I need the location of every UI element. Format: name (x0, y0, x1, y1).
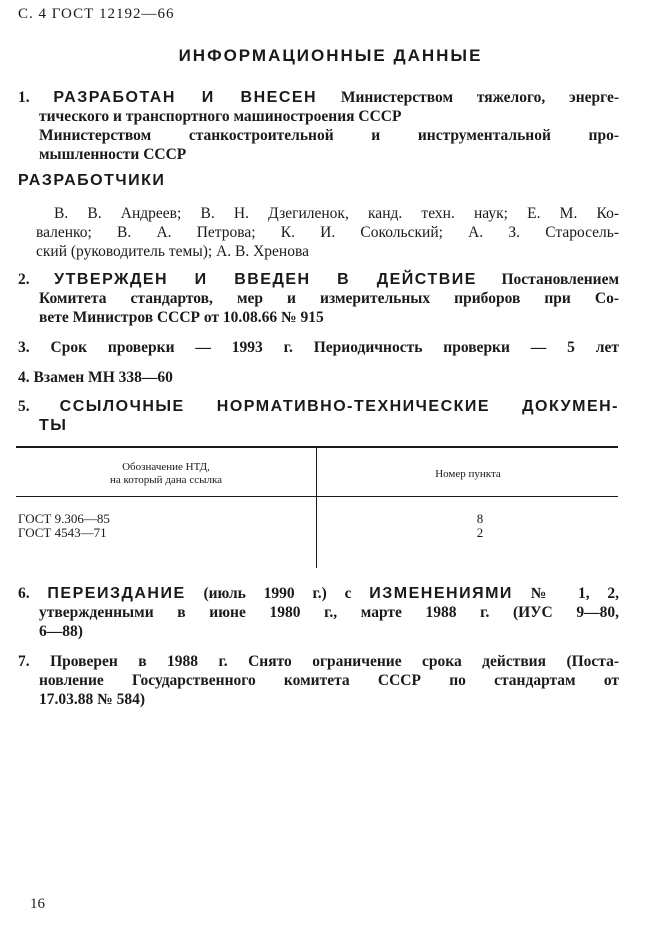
table-header-border (16, 496, 618, 497)
table-cell-item: 8 (476, 511, 484, 526)
page-number: 16 (30, 896, 45, 912)
item-1-line-4: мышленности СССР (39, 146, 187, 163)
item-7-line-3: 17.03.88 № 584) (39, 691, 145, 708)
item-1-line-3: Министерством станкостроительной и инструментальной про- (39, 127, 619, 144)
developers-line-3: ский (руководитель темы); А. В. Хренова (36, 243, 309, 260)
item-1-text: Министерством тяжелого, энерге- (340, 89, 620, 106)
item-2-line-3: вете Министров СССР от 10.08.66 № 915 (39, 309, 324, 326)
item-4-line (18, 368, 173, 387)
item-5-line-1 (18, 397, 619, 416)
table-cell-doc: ГОСТ 9.306—85 (18, 511, 110, 526)
table-header-designation-line-2: на который дана ссылка (109, 474, 223, 486)
table-column-divider (316, 448, 317, 568)
item-4 (18, 368, 173, 387)
developers-line-2: валенко; В. А. Петрова; К. И. Сокольский; А. З. Старосель- (36, 224, 619, 241)
item-2-line-1 (18, 270, 619, 289)
page-header: С. 4 ГОСТ 12192—66 (18, 6, 175, 22)
item-2 (18, 270, 619, 327)
table-header-designation (30, 461, 302, 487)
item-6-line-1 (18, 584, 619, 603)
table-header-designation-line-1: Обозначение НТД, (122, 461, 210, 473)
item-6-text-2: № 1, 2, (530, 585, 620, 602)
table-cell-doc: ГОСТ 4543—71 (18, 525, 107, 540)
item-6-text-1: (июль 1990 г.) с (203, 585, 352, 602)
item-6-heading: ПЕРЕИЗДАНИЕ (47, 585, 186, 602)
item-1 (18, 88, 619, 164)
item-4-number: 4. (18, 369, 30, 386)
item-3-number: 3. (18, 339, 30, 356)
item-4-text: Взамен МН 338—60 (33, 369, 173, 386)
developers-heading: РАЗРАБОТЧИКИ (18, 172, 166, 189)
item-1-line-2: тического и транспортного машиностроения СССР (39, 108, 402, 125)
item-6-line-3: 6—88) (39, 623, 83, 640)
item-6-heading-2: ИЗМЕНЕНИЯМИ (369, 585, 513, 602)
item-2-text: Постановлением (501, 271, 620, 288)
developers-line-1: В. В. Андреев; В. Н. Дзегиленок, канд. техн. наук; Е. М. Ко- (54, 205, 619, 222)
item-3-text: Срок проверки — 1993 г. Периодичность проверки — 5 лет (50, 339, 620, 356)
item-2-number: 2. (18, 271, 30, 288)
item-7 (18, 652, 619, 709)
table-top-border (16, 446, 618, 448)
item-1-heading: РАЗРАБОТАН И ВНЕСЕН (53, 89, 318, 106)
item-6 (18, 584, 619, 641)
item-7-line-2: новление Государственного комитета СССР по стандартам от (39, 672, 619, 689)
table-row (18, 526, 107, 540)
item-3 (18, 338, 619, 357)
item-2-heading: УТВЕРЖДЕН И ВВЕДЕН В ДЕЙСТВИЕ (54, 271, 477, 288)
item-7-text: Проверен в 1988 г. Снято ограничение срока действия (Поста- (50, 653, 620, 670)
table-header-item-number: Номер пункта (435, 468, 501, 480)
item-5 (18, 397, 619, 435)
item-6-number: 6. (18, 585, 30, 602)
page-title: ИНФОРМАЦИОННЫЕ ДАННЫЕ (178, 46, 483, 65)
item-1-line-1 (18, 88, 619, 107)
item-7-number: 7. (18, 653, 30, 670)
table-row (18, 512, 110, 526)
item-6-line-2: утвержденными в июне 1980 г., марте 1988 г. (ИУС 9—80, (39, 604, 619, 621)
developers-list (36, 204, 619, 261)
item-3-line (18, 338, 619, 357)
table-cell-item: 2 (476, 525, 484, 540)
item-5-number: 5. (18, 398, 30, 415)
item-2-line-2: Комитета стандартов, мер и измерительных приборов при Со- (39, 290, 619, 307)
item-5-line-2: ТЫ (39, 417, 68, 434)
item-5-heading: ССЫЛОЧНЫЕ НОРМАТИВНО-ТЕХНИЧЕСКИЕ ДОКУМЕН- (59, 398, 620, 415)
item-7-line-1 (18, 652, 619, 671)
item-1-number: 1. (18, 89, 30, 106)
